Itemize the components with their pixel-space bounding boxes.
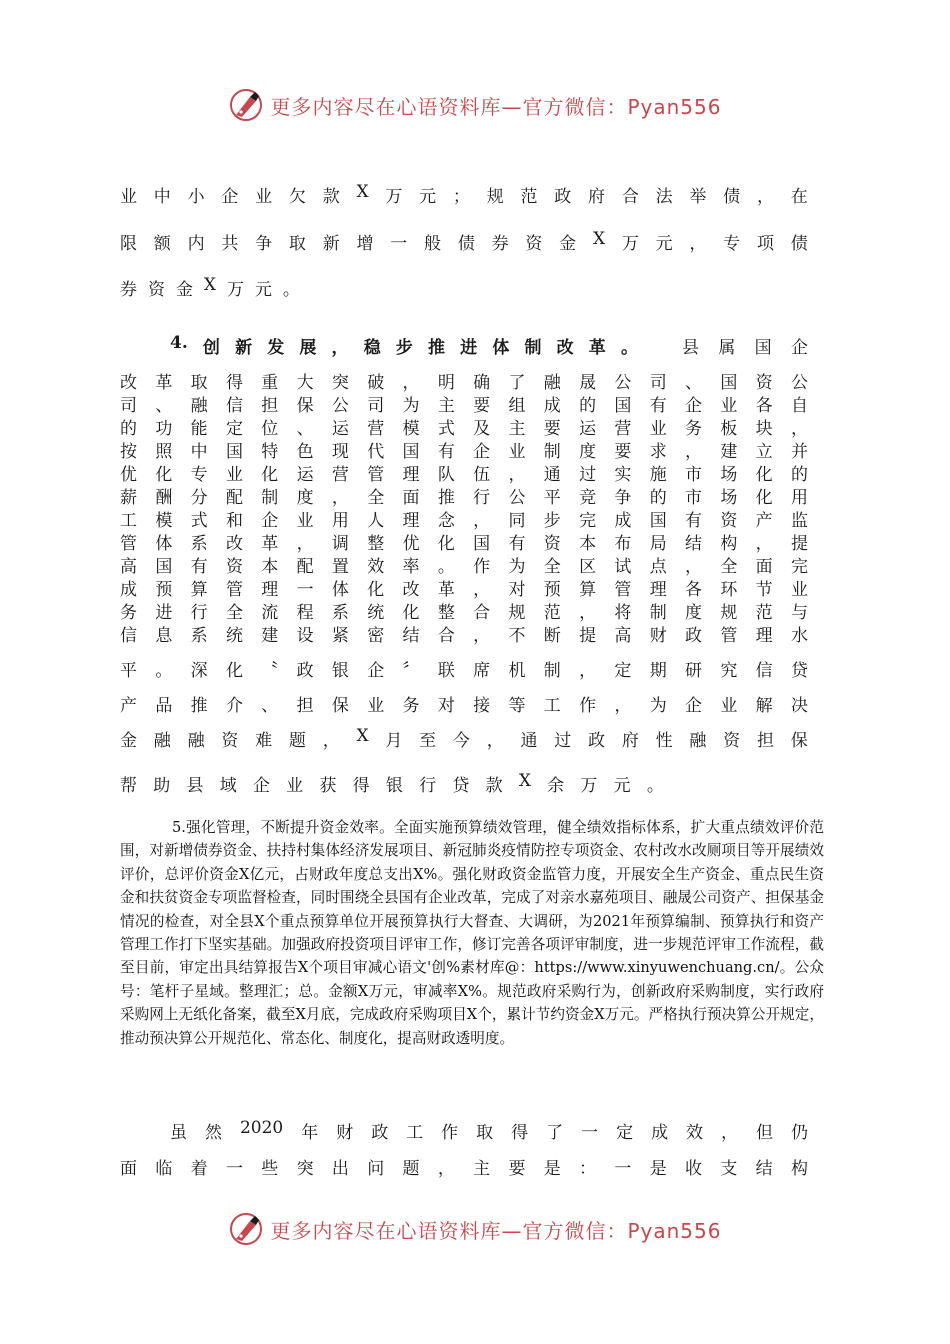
text-line: 金 融 融 资 难 题 ， X 月 至 今 ， 通 过 政 府 性 融 资 担 保	[120, 726, 808, 751]
text-line: 薪 酬 分 配 制 度 ， 全 面 推 行 公 平 竞 争 的 市 场 化 用	[120, 488, 808, 508]
text-line: 平 。 深 化 〝 政 银 企 〞 联 席 机 制 ， 定 期 研 究 信 贷	[120, 661, 808, 681]
banner-text: 更多内容尽在心语资料库—官方微信：Pyan556	[270, 1218, 722, 1243]
text-line: 券 资 金 X 万 元 。	[120, 275, 300, 300]
banner-text: 更多内容尽在心语资料库—官方微信：Pyan556	[270, 94, 722, 119]
text-line: 的 功 能 定 位 、 运 营 模 式 及 主 要 运 营 业 务 板 块 ，	[120, 419, 808, 439]
section-heading-4: 4. 创 新 发 展 ， 稳 步 推 进 体 制 改 革 。	[170, 333, 638, 358]
text-line: 高 国 有 资 本 配 置 效 率 。 作 为 全 区 试 点 ， 全 面 完	[120, 557, 808, 577]
text-line: 虽 然 2020 年 财 政 工 作 取 得 了 一 定 成 效 ， 但 仍	[170, 1118, 808, 1143]
paragraph-5-text: 5.强化管理，不断提升资金效率。全面实施预算绩效管理，健全绩效指标体系，扩大重点绩效评价范围，对新增债券资金、扶持村集体经济发展项目、新冠肺炎疫情防控专项资金、农村改水改厕项目等开展绩效评价，总评价资金X亿元，占财政年度总支出X%。强化财政资金监管力度，开展安全生产资金、重点民生资金和扶贫资金专项监督检查，同时围绕全县国有企业改革，完成了对亲水嘉苑项目、融晟公司资产、担保基金情况的检查，对全县X个重点预算单位开展预算执行大督查、大调研，为2021年预算编制、预算执行和资产管理工作打下坚实基础。加强政府投资项目评审工作，修订完善各项评审制度，进一步规范评审工作流程，截至目前，审定出具结算报告X个项目审减心语文'创%素材库@：https://www.xinyuwenchuang.cn/。公众号：笔杆子星域。整理汇；总。金额X万元，审减率X%。规范政府采购行为，创新政府采购制度，实行政府采购网上无纸化备案，截至X月底，完成政府采购项目X个，累计节约资金X万元。严格执行预决算公开规定，推动预决算公开规范化、常态化、制度化，提高财政透明度。	[120, 819, 824, 1047]
pen-nib-logo-icon	[228, 87, 264, 123]
text-line: 限 额 内 共 争 取 新 增 一 般 债 券 资 金 X 万 元 ， 专 项 债	[120, 229, 808, 254]
text-line: 司 、 融 信 担 保 公 司 为 主 要 组 成 的 国 有 企 业 各 自	[120, 396, 808, 416]
text-line: 产 品 推 介 、 担 保 业 务 对 接 等 工 作 ， 为 企 业 解 决	[120, 696, 808, 716]
header-banner	[0, 83, 950, 127]
pen-nib-logo-icon	[228, 1211, 264, 1247]
text-line: 业 中 小 企 业 欠 款 X 万 元 ； 规 范 政 府 合 法 举 债 ， 在	[120, 182, 808, 207]
paragraph-5	[120, 816, 824, 1050]
text-line: 信 息 系 统 建 设 紧 密 结 合 ， 不 断 提 高 财 政 管 理 水	[120, 626, 808, 646]
text-line: 帮 助 县 域 企 业 获 得 银 行 贷 款 X 余 万 元 。	[120, 771, 664, 796]
text-line: 县 属 国 企	[682, 338, 808, 358]
text-line: 管 体 系 改 革 ， 调 整 优 化 国 有 资 本 布 局 结 构 ， 提	[120, 534, 808, 554]
text-line: 改 革 取 得 重 大 突 破 ， 明 确 了 融 晟 公 司 、 国 资 公	[120, 373, 808, 393]
text-line: 优 化 专 业 化 运 营 管 理 队 伍 ， 通 过 实 施 市 场 化 的	[120, 465, 808, 485]
text-line: 工 模 式 和 企 业 用 人 理 念 ， 同 步 完 成 国 有 资 产 监	[120, 511, 808, 531]
text-line: 成 预 算 管 理 一 体 化 改 革 ， 对 预 算 管 理 各 环 节 业	[120, 580, 808, 600]
footer-banner	[0, 1207, 950, 1251]
text-line: 面 临 着 一 些 突 出 问 题 ， 主 要 是 ： 一 是 收 支 结 构	[120, 1159, 808, 1179]
text-line: 务 进 行 全 流 程 系 统 化 整 合 规 范 ， 将 制 度 规 范 与	[120, 603, 808, 623]
text-line: 按 照 中 国 特 色 现 代 国 有 企 业 制 度 要 求 ， 建 立 并	[120, 442, 808, 462]
